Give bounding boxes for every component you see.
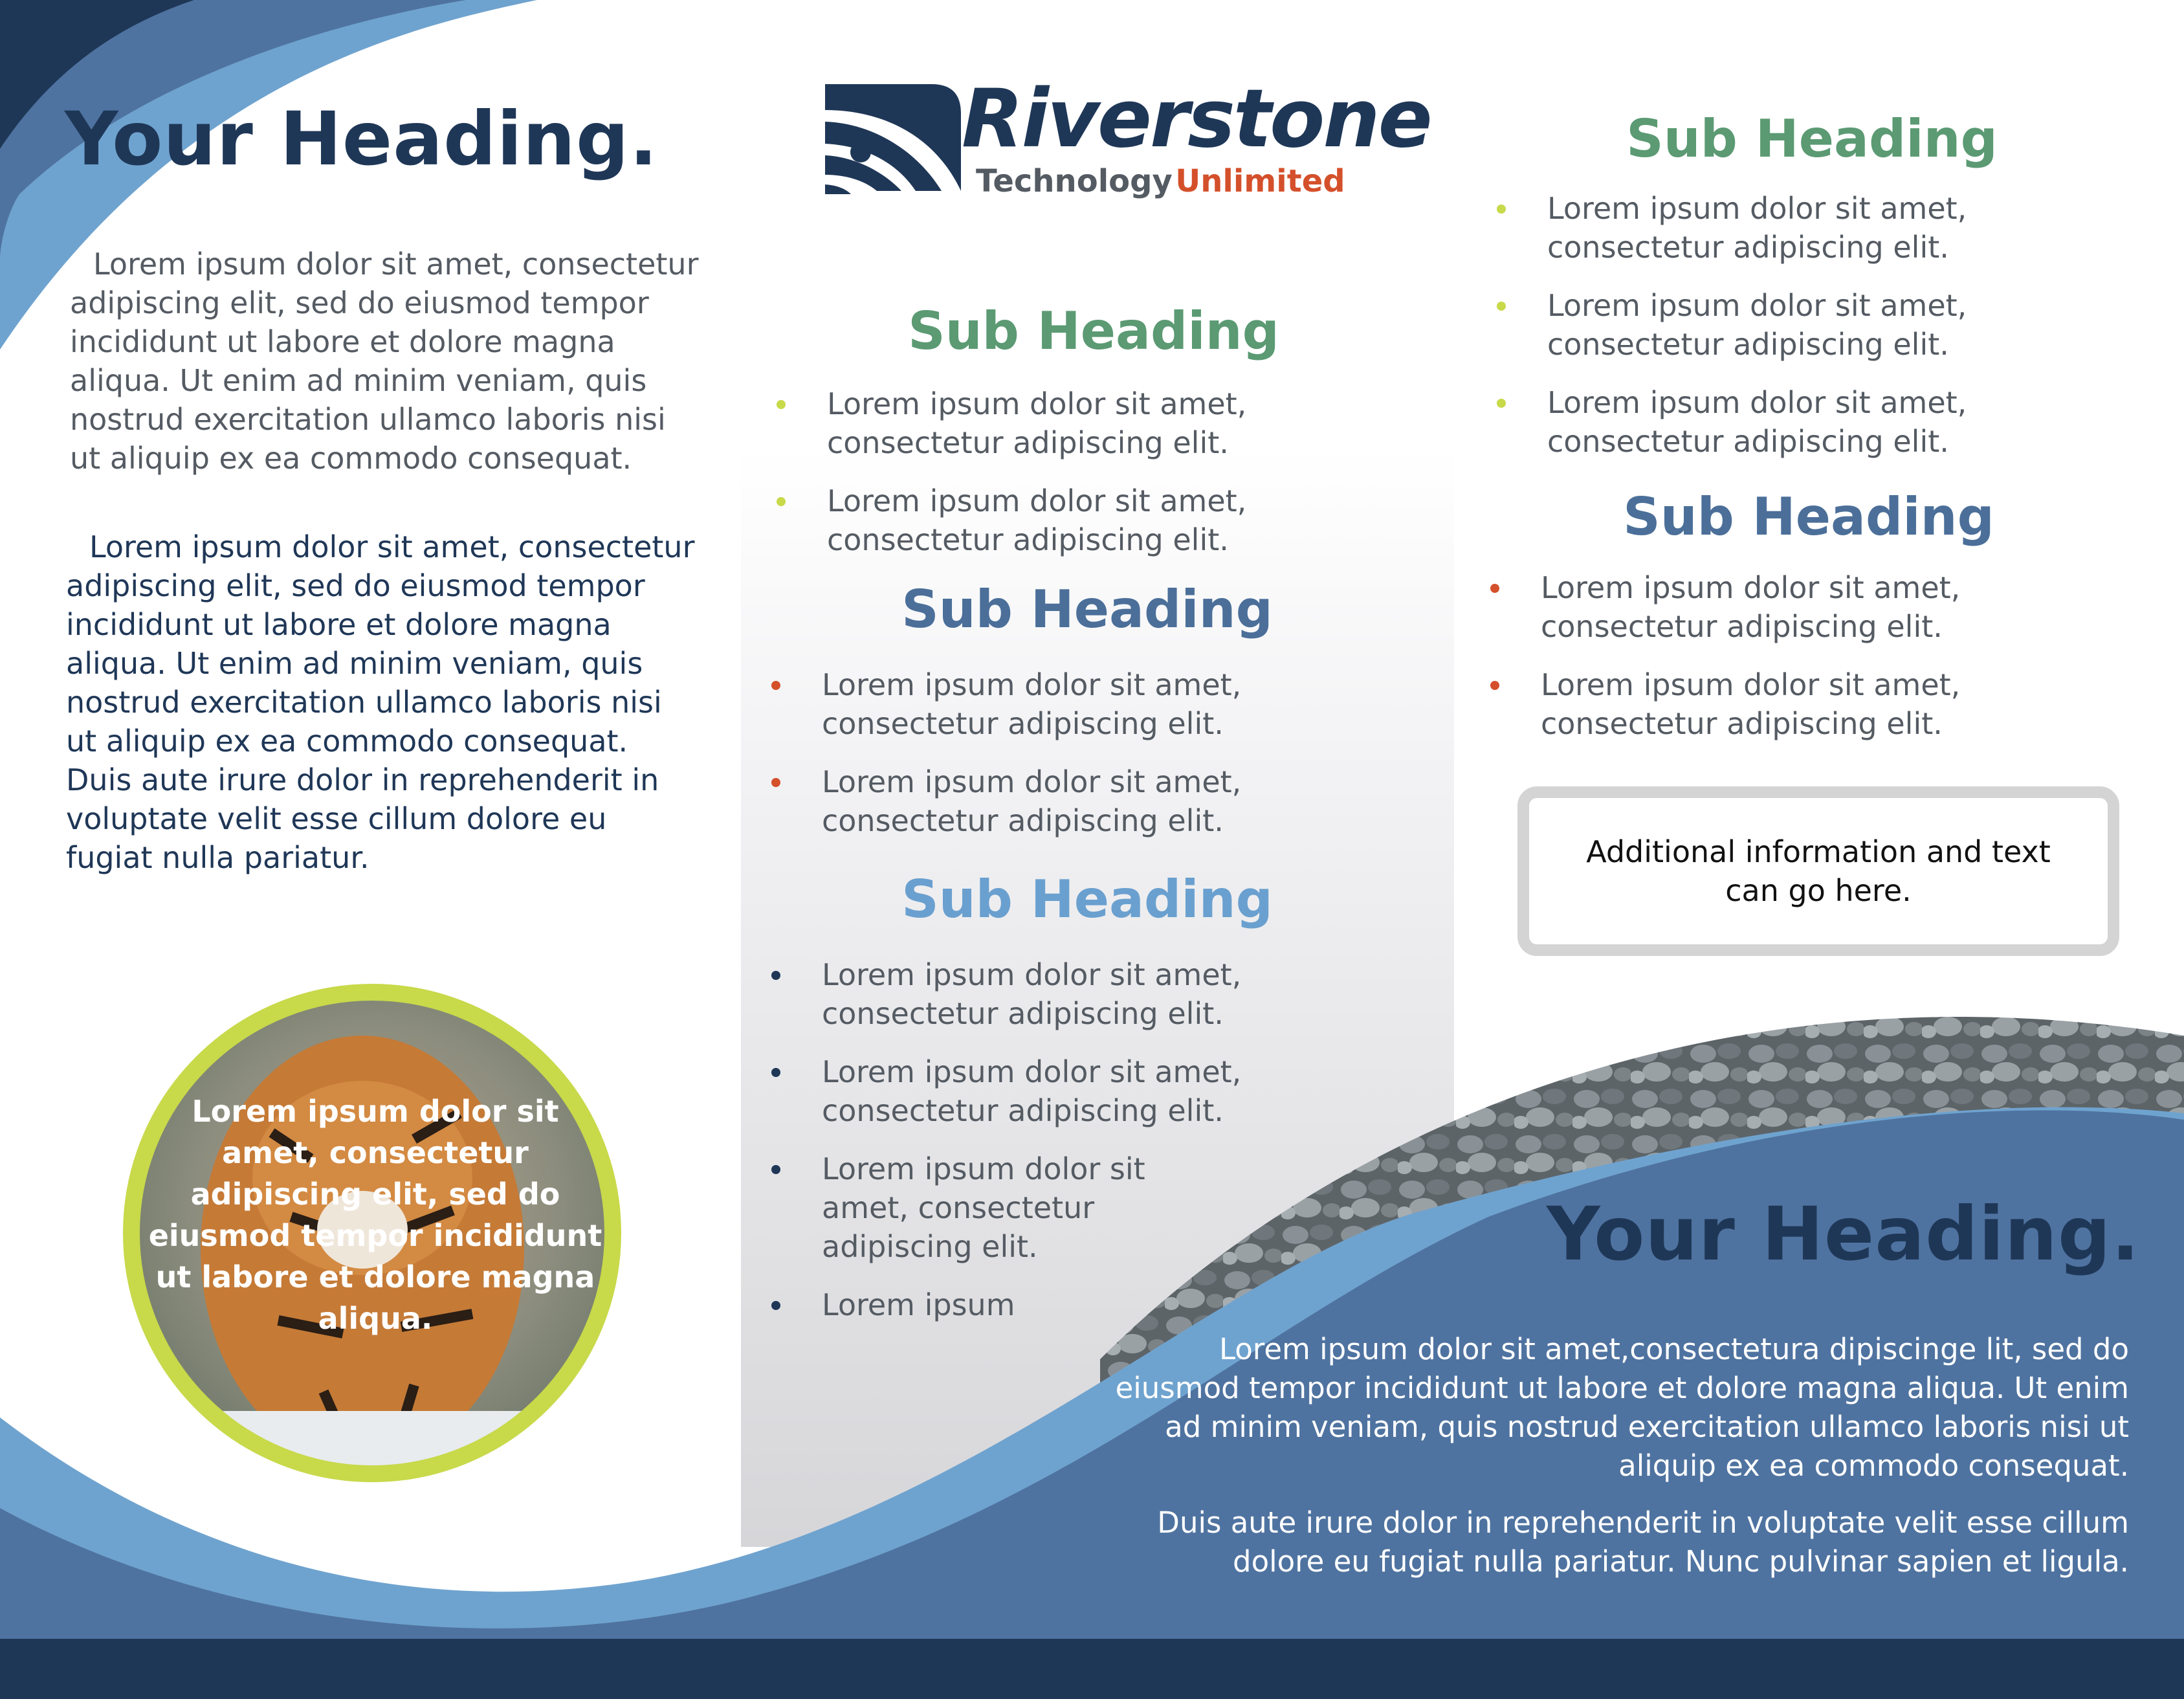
bullet-dot (777, 497, 786, 506)
list-item-text: Lorem ipsum (822, 1287, 1015, 1322)
middle-list-3 (771, 955, 1418, 1344)
list-item-text: Lorem ipsum dolor sit amet, consectetur adipiscing elit. (1541, 667, 1961, 741)
list-item (1497, 189, 2144, 267)
right-heading: Your Heading. (1547, 1191, 2140, 1277)
list-item (771, 1149, 1236, 1266)
brand-tagline (976, 163, 1345, 199)
bullet-dot (1497, 205, 1506, 214)
list-item (1490, 568, 2137, 646)
bullet-dot (1497, 302, 1506, 311)
left-heading: Your Heading. (65, 96, 658, 182)
middle-subheading-3: Sub Heading (901, 869, 1273, 929)
list-item (771, 762, 1418, 840)
list-item-text: Lorem ipsum dolor sit amet, consectetur adipiscing elit. (822, 1151, 1145, 1264)
info-box (1517, 786, 2119, 956)
list-item-text: Lorem ipsum dolor sit amet, consectetur adipiscing elit. (1547, 385, 1967, 459)
bullet-dot (771, 1301, 780, 1310)
list-item-text: Lorem ipsum dolor sit amet, consectetur adipiscing elit. (822, 957, 1242, 1031)
tagline-technology: Technology (976, 163, 1173, 199)
list-item (777, 482, 1424, 559)
list-item-text: Lorem ipsum dolor sit amet, consectetur adipiscing elit. (822, 1054, 1242, 1128)
list-item (771, 1285, 1418, 1324)
bullet-dot (1490, 681, 1499, 690)
list-item-text: Lorem ipsum dolor sit amet, consectetur adipiscing elit. (1541, 570, 1961, 644)
right-subheading-1: Sub Heading (1626, 109, 1998, 169)
bottom-bar (0, 1639, 2184, 1699)
bullet-dot (771, 1068, 780, 1077)
bullet-dot (1490, 584, 1499, 593)
list-item-text: Lorem ipsum dolor sit amet, consectetur adipiscing elit. (827, 386, 1247, 460)
bullet-dot (777, 400, 786, 409)
bullet-dot (1497, 399, 1506, 408)
list-item (1497, 286, 2144, 364)
bullet-dot (771, 971, 780, 980)
list-item-text: Lorem ipsum dolor sit amet, consectetur adipiscing elit. (822, 764, 1242, 838)
circle-caption: Lorem ipsum dolor sit amet, consectetur adipiscing elit, sed do eiusmod tempor incididunt ut labore et dolore magna aliqua. (148, 1094, 602, 1336)
list-item-text: Lorem ipsum dolor sit amet, consectetur adipiscing elit. (827, 483, 1247, 557)
brand-name: Riverstone (962, 72, 1431, 166)
right-paragraph-1: Lorem ipsum dolor sit amet,consectetura dipiscinge lit, sed do eiusmod tempor incididunt ut labore et dolore magna aliqua. Ut enim ad minim veniam, quis nostrud exercitation ullamco laboris nisi ut aliquip ex ea commodo consequat. (1115, 1332, 2129, 1483)
list-item (771, 1052, 1418, 1130)
list-item-text: Lorem ipsum dolor sit amet, consectetur adipiscing elit. (1547, 191, 1967, 265)
right-list-1 (1497, 189, 2144, 480)
bullet-dot (771, 778, 780, 787)
bullet-dot (771, 1165, 780, 1174)
middle-subheading-2: Sub Heading (901, 579, 1273, 639)
middle-subheading-1: Sub Heading (908, 301, 1279, 361)
list-item-text: Lorem ipsum dolor sit amet, consectetur adipiscing elit. (822, 667, 1242, 741)
left-paragraph-1: Lorem ipsum dolor sit amet, consectetur adipiscing elit, sed do eiusmod tempor incididunt ut labore et dolore magna aliqua. Ut enim ad minim veniam, quis nostrud exercitation ullamco laboris nisi ut aliquip ex ea commodo consequat. (70, 247, 699, 476)
bullet-dot (771, 681, 780, 690)
list-item (777, 384, 1424, 462)
middle-list-2 (771, 665, 1418, 860)
list-item (1490, 665, 2137, 743)
list-item (771, 665, 1418, 743)
right-list-2 (1490, 568, 2137, 762)
middle-list-1 (777, 384, 1424, 579)
left-paragraph-2: Lorem ipsum dolor sit amet, consectetur adipiscing elit, sed do eiusmod tempor incididunt ut labore et dolore magna aliqua. Ut enim ad minim veniam, quis nostrud exercitation ullamco laboris nisi ut aliquip ex ea commodo consequat. Duis aute irure dolor in reprehenderit in voluptate velit esse cillum dolore eu fugiat nulla pariatur. (66, 529, 695, 875)
info-box-text: Additional information and text can go here. (1586, 834, 2051, 908)
right-subheading-2: Sub Heading (1623, 487, 1994, 547)
riverstone-logo-mark (825, 84, 961, 194)
list-item (1497, 383, 2144, 461)
list-item-text: Lorem ipsum dolor sit amet, consectetur adipiscing elit. (1547, 288, 1967, 362)
list-item (771, 955, 1418, 1033)
tagline-unlimited: Unlimited (1175, 163, 1345, 199)
right-paragraph-2: Duis aute irure dolor in reprehenderit in voluptate velit esse cillum dolore eu fugiat nulla pariatur. Nunc pulvinar sapien et ligula. (1157, 1505, 2129, 1579)
